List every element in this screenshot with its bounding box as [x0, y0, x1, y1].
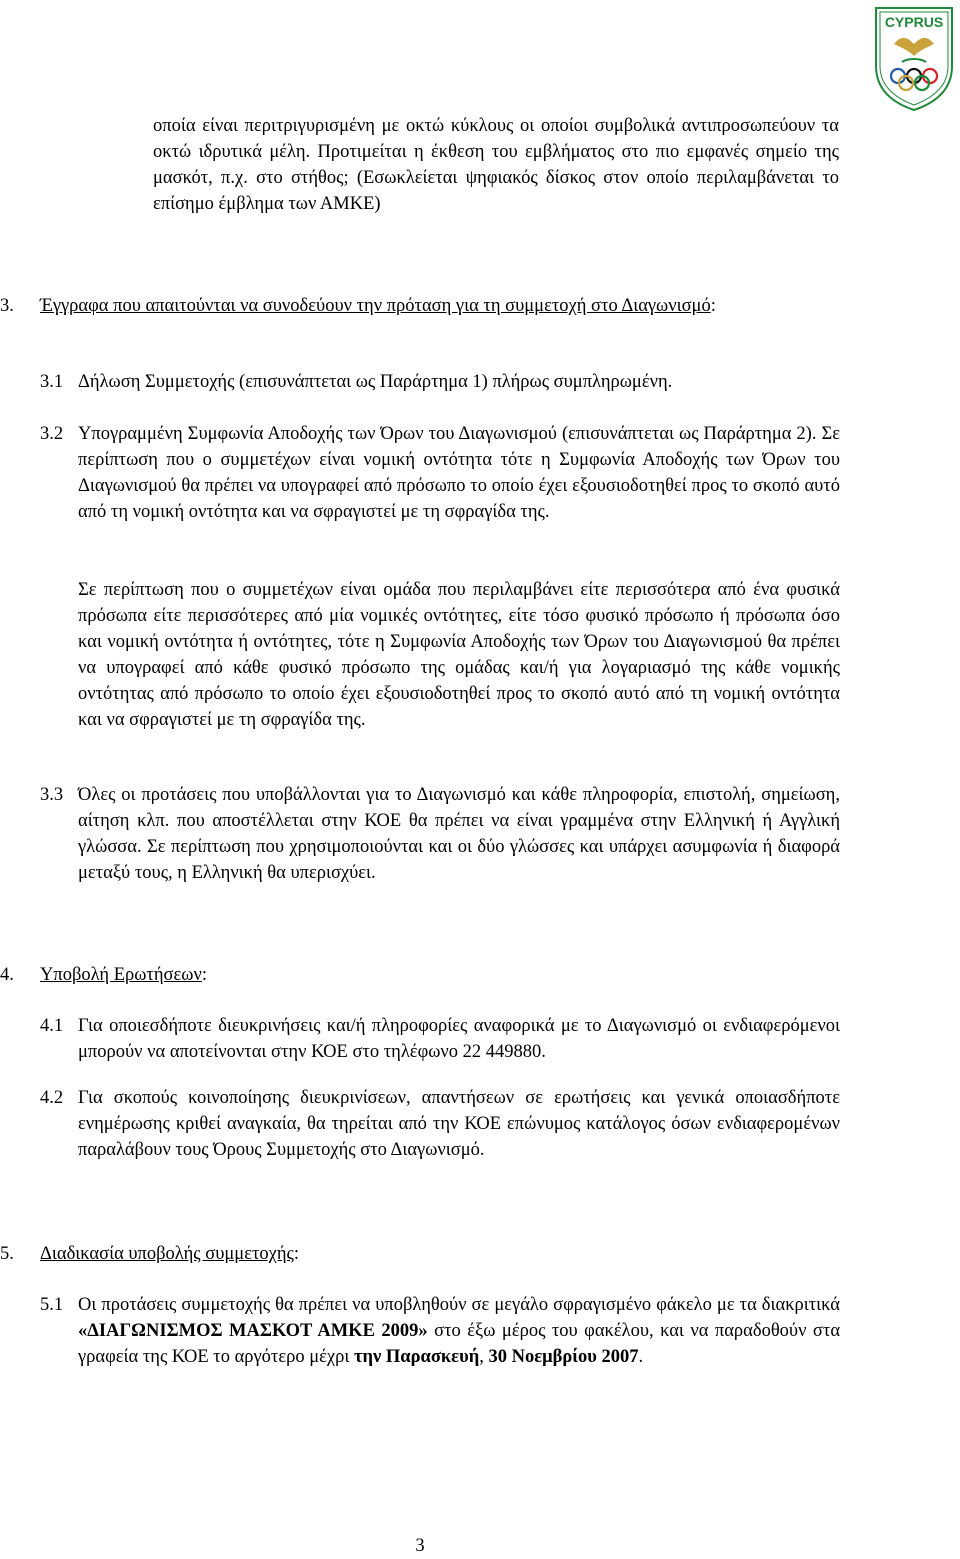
- intro-paragraph: οποία είναι περιτριγυρισμένη με οκτώ κύκλους οι οποίοι συμβολικά αντιπροσωπεύουν τα οκτώ ιδρυτικά μέλη. Προτιμείται η έκθεση του εμβλήματος στο πιο εμφανές σημείο της μασκότ, π.χ. στο στήθος; (Εσωκλείεται ψηφιακός δίσκος στον οποίο περιλαμβάνεται το επίσημο έμβλημα των ΑΜΚΕ): [153, 116, 839, 214]
- logo-wordmark: CYPRUS: [884, 14, 944, 30]
- item-4-1-text: Για οποιεσδήποτε διευκρινήσεις και/ή πληροφορίες αναφορικά με το Διαγωνισμό οι ενδιαφερόμενοι μπορούν να αποτείνονται στην ΚΟΕ στο τηλέφωνο 22 449880.: [78, 1016, 840, 1062]
- section-5-colon: :: [293, 1244, 300, 1264]
- deadline-date: 30 Νοεμβρίου 2007: [488, 1347, 639, 1367]
- cyprus-olympic-logo: [872, 4, 956, 112]
- item-5-1-period: .: [638, 1347, 644, 1367]
- deadline-day: την Παρασκευή: [353, 1347, 480, 1367]
- section-4-heading: [40, 962, 840, 988]
- section-4-number: 4.: [0, 965, 14, 985]
- item-3-2-text: Υπογραμμένη Συμφωνία Αποδοχής των Όρων του Διαγωνισμού (επισυνάπτεται ως Παράρτημα 2). Σε περίπτωση που ο συμμετέχων είναι νομική οντότητα τότε η Συμφωνία Αποδοχής των Όρων του Διαγωνισμού θα πρέπει να υπογραφεί από πρόσωπο το οποίο έχει εξουσιοδοτηθεί προς το σκοπό αυτό από τη νομική οντότητα και να σφραγιστεί με τη σφραγίδα της.: [78, 424, 840, 522]
- item-3-2-number: 3.2: [40, 424, 64, 444]
- section-3-title: Έγγραφα που απαιτούνται να συνοδεύουν την πρόταση για τη συμμετοχή στο Διαγωνισμό: [40, 296, 711, 316]
- section-5-heading: [40, 1241, 840, 1267]
- section-3-colon: :: [710, 296, 716, 316]
- page-number: 3: [415, 1536, 425, 1556]
- item-4-2-number: 4.2: [40, 1088, 64, 1108]
- section-4-colon: :: [201, 965, 207, 985]
- section-5-number: 5.: [0, 1244, 14, 1264]
- section-4-title: Υποβολή Ερωτήσεων: [40, 965, 202, 985]
- item-3-1-text: Δήλωση Συμμετοχής (επισυνάπτεται ως Παράρτημα 1) πλήρως συμπληρωμένη.: [78, 372, 673, 392]
- item-5-1-text: [78, 1292, 840, 1370]
- item-5-1-number: 5.1: [40, 1295, 64, 1315]
- item-3-3-text: Όλες οι προτάσεις που υποβάλλονται για το Διαγωνισμό και κάθε πληροφορία, επιστολή, σημείωση, αίτηση κλπ. που αποστέλλεται στην ΚΟΕ θα πρέπει να είναι γραμμένα στην Ελληνική ή Αγγλική γλώσσα. Σε περίπτωση που χρησιμοποιούνται και οι δύο γλώσσες και υπάρχει ασυμφωνία ή διαφορά μεταξύ τους, η Ελληνική θα υπερισχύει.: [78, 785, 840, 883]
- item-4-2-text: Για σκοπούς κοινοποίησης διευκρινίσεων, απαντήσεων σε ερωτήσεις και γενικά οποιασδήποτε ενημέρωσης κριθεί αναγκαία, θα τηρείται από την ΚΟΕ επώνυμος κατάλογος όσων ενδιαφερομένων παραλάβουν τους Όρους Συμμετοχής στο Διαγωνισμό.: [78, 1088, 840, 1160]
- item-3-2-group-text: Σε περίπτωση που ο συμμετέχων είναι ομάδα που περιλαμβάνει είτε περισσότερα από ένα φυσικά πρόσωπα είτε περισσότερες από μία νομικές οντότητες, είτε τόσο φυσικό πρόσωπο ή πρόσωπα όσο και νομική οντότητα ή οντότητες, τότε η Συμφωνία Αποδοχής των Όρων του Διαγωνισμού θα πρέπει να υπογραφεί από κάθε φυσικό πρόσωπο της ομάδας και/ή για λογαριασμό της κάθε νομικής οντότητας από πρόσωπο το οποίο έχει εξουσιοδοτηθεί προς το σκοπό αυτό από τη νομική οντότητα και να σφραγιστεί με τη σφραγίδα της.: [78, 580, 840, 730]
- item-5-1-comma: ,: [479, 1347, 489, 1367]
- item-3-1-number: 3.1: [40, 372, 64, 392]
- section-3-number: 3.: [0, 296, 14, 316]
- section-5-title: Διαδικασία υποβολής συμμετοχής: [40, 1244, 294, 1264]
- envelope-marking: «ΔΙΑΓΩΝΙΣΜΟΣ ΜΑΣΚΟΤ ΑΜΚΕ 2009»: [78, 1321, 428, 1341]
- item-4-1-number: 4.1: [40, 1016, 64, 1036]
- item-5-1-part-c: στο έξω μέρος του φακέλου, και να παραδοθούν στα γραφεία της ΚΟΕ το αργότερο μέχρι: [78, 1321, 841, 1367]
- item-3-3-number: 3.3: [40, 785, 64, 805]
- item-5-1-part-a: Οι προτάσεις συμμετοχής θα πρέπει να υποβληθούν σε μεγάλο σφραγισμένο φάκελο με τα διακριτικά: [78, 1295, 840, 1315]
- section-3-heading: [40, 293, 840, 319]
